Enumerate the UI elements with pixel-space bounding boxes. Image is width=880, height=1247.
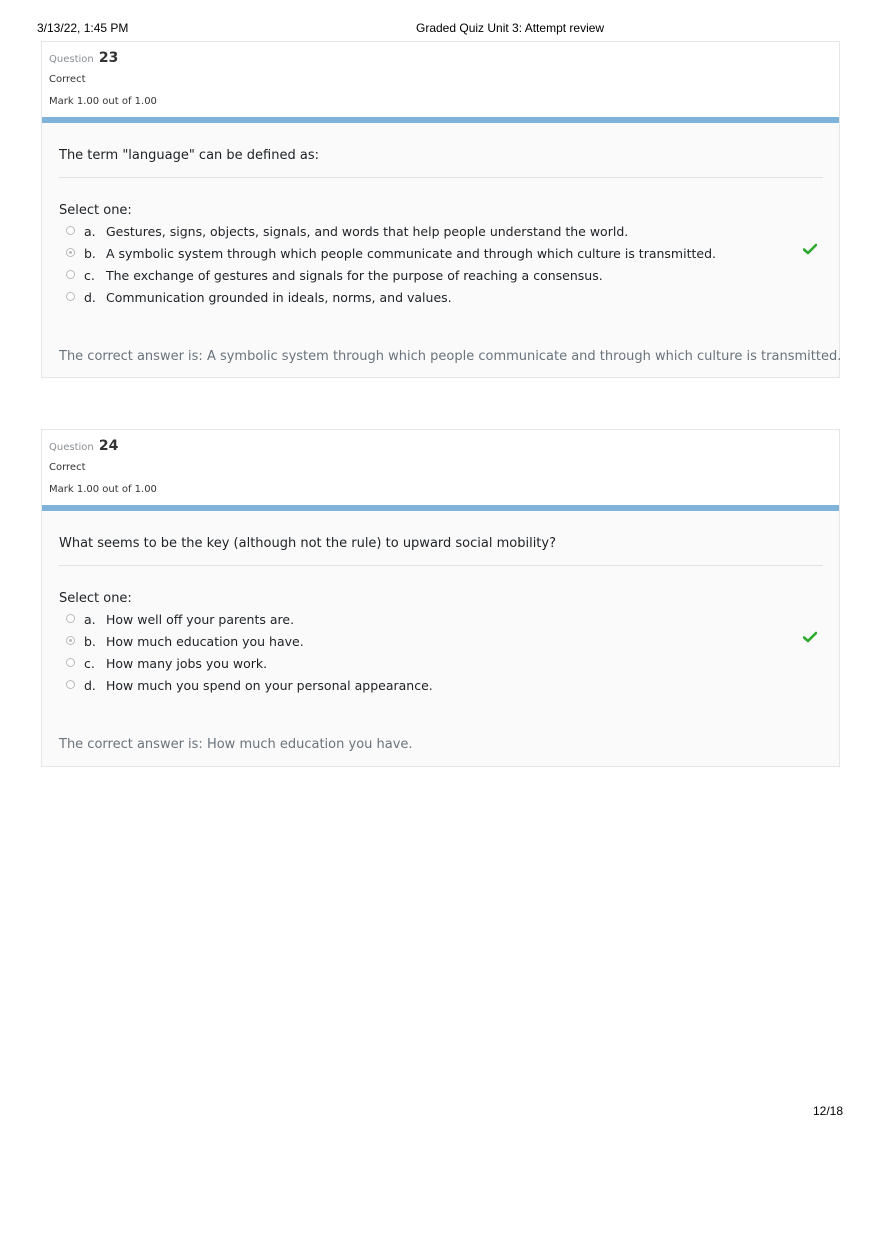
question-info	[42, 430, 839, 505]
print-header	[0, 21, 880, 37]
option-text: Communication grounded in ideals, norms, and values.	[106, 290, 452, 305]
divider	[59, 177, 823, 178]
option-letter: d.	[84, 678, 96, 693]
divider	[59, 565, 823, 566]
answer-option	[64, 268, 824, 290]
accent-bar	[42, 117, 839, 123]
answer-option	[64, 678, 824, 700]
accent-bar	[42, 505, 839, 511]
radio-button[interactable]	[66, 292, 75, 301]
question-grade: Mark 1.00 out of 1.00	[49, 484, 157, 495]
select-prompt: Select one:	[59, 591, 132, 606]
question-number: Question 23	[49, 50, 119, 66]
answer-option	[64, 656, 824, 678]
radio-button-selected[interactable]	[66, 248, 75, 257]
answer-option	[64, 290, 824, 312]
question-block	[41, 429, 840, 767]
radio-button[interactable]	[66, 226, 75, 235]
radio-button[interactable]	[66, 680, 75, 689]
correct-check-icon	[803, 631, 817, 643]
option-letter: c.	[84, 656, 95, 671]
option-letter: a.	[84, 612, 96, 627]
answer-list	[64, 224, 824, 312]
option-text: How much education you have.	[106, 634, 304, 649]
print-date: 3/13/22, 1:45 PM	[37, 21, 129, 35]
radio-button[interactable]	[66, 270, 75, 279]
answer-option	[64, 224, 824, 246]
option-letter: c.	[84, 268, 95, 283]
select-prompt: Select one:	[59, 203, 132, 218]
option-letter: b.	[84, 246, 96, 261]
answer-option	[64, 612, 824, 634]
question-number: Question 24	[49, 438, 119, 454]
answer-option	[64, 246, 824, 268]
option-letter: b.	[84, 634, 96, 649]
print-title: Graded Quiz Unit 3: Attempt review	[416, 21, 605, 35]
option-letter: d.	[84, 290, 96, 305]
correct-answer-feedback: The correct answer is: A symbolic system through which people communicate and through which culture is transmitted.	[59, 349, 842, 364]
option-text: Gestures, signs, objects, signals, and words that help people understand the world.	[106, 224, 629, 239]
question-text: The term "language" can be defined as:	[59, 148, 319, 163]
option-letter: a.	[84, 224, 96, 239]
answer-option	[64, 634, 824, 656]
option-text: How many jobs you work.	[106, 656, 268, 671]
radio-button-selected[interactable]	[66, 636, 75, 645]
correct-answer-feedback: The correct answer is: How much education you have.	[59, 737, 413, 752]
question-block	[41, 41, 840, 378]
question-grade: Mark 1.00 out of 1.00	[49, 96, 157, 107]
question-info	[42, 42, 839, 117]
radio-button[interactable]	[66, 658, 75, 667]
answer-list	[64, 612, 824, 700]
option-text: A symbolic system through which people communicate and through which culture is transmitted.	[106, 246, 716, 261]
radio-button[interactable]	[66, 614, 75, 623]
option-text: How much you spend on your personal appearance.	[106, 678, 433, 693]
question-state: Correct	[49, 462, 86, 473]
option-text: The exchange of gestures and signals for the purpose of reaching a consensus.	[106, 268, 603, 283]
question-state: Correct	[49, 74, 86, 85]
question-text: What seems to be the key (although not the rule) to upward social mobility?	[59, 536, 557, 551]
page-number: 12/18	[812, 1104, 843, 1118]
correct-check-icon	[803, 243, 817, 255]
option-text: How well off your parents are.	[106, 612, 295, 627]
